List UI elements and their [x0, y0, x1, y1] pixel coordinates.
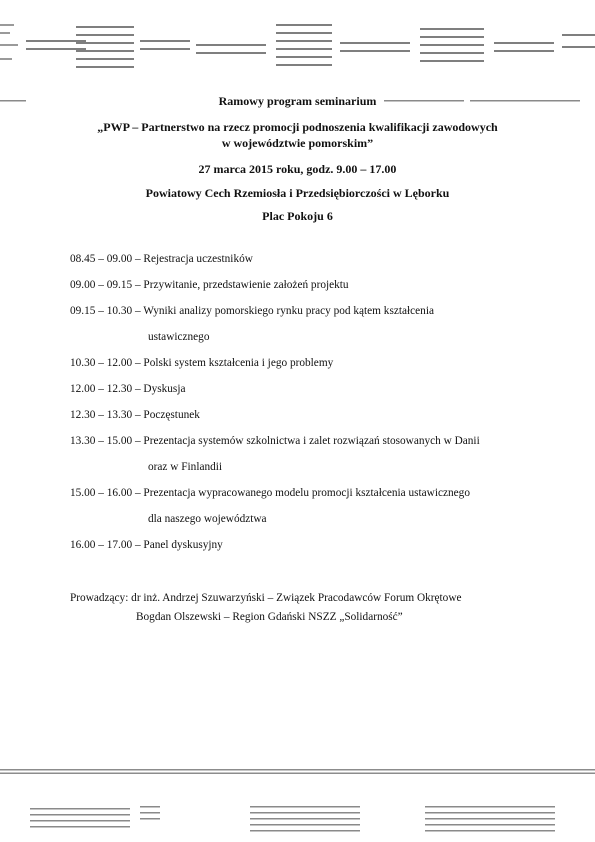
document-title: Ramowy program seminarium — [218, 94, 377, 108]
schedule-item: 12.30 – 13.30 – Poczęstunek — [70, 409, 200, 421]
schedule-item: 09.00 – 09.15 – Przywitanie, przedstawienie założeń projektu — [70, 279, 349, 291]
footer-divider-band — [0, 768, 595, 776]
schedule-item: 09.15 – 10.30 – Wyniki analizy pomorskiego rynku pracy pod kątem kształcenia — [70, 305, 434, 317]
schedule-item-continuation: oraz w Finlandii — [148, 461, 223, 473]
document-subtitle-line2: w województwie pomorskim” — [221, 136, 374, 150]
schedule-item-continuation: ustawicznego — [148, 331, 210, 343]
document-subtitle-line1: „PWP – Partnerstwo na rzecz promocji podnoszenia kwalifikacji zawodowych — [97, 120, 498, 134]
schedule-item: 12.00 – 12.30 – Dyskusja — [70, 383, 186, 395]
schedule-item: 15.00 – 16.00 – Prezentacja wypracowanego modelu promocji kształcenia ustawicznego — [70, 487, 470, 499]
schedule-item: 13.30 – 15.00 – Prezentacja systemów szkolnictwa i zalet rozwiązań stosowanych w Danii — [70, 435, 480, 447]
footer-logo-band — [0, 800, 595, 840]
schedule-item: 10.30 – 12.00 – Polski system kształcenia i jego problemy — [70, 357, 334, 369]
schedule-item: 16.00 – 17.00 – Panel dyskusyjny — [70, 539, 223, 551]
event-address: Plac Pokoju 6 — [262, 209, 333, 223]
presenter-line-2: Bogdan Olszewski – Region Gdański NSZZ „Solidarność” — [136, 611, 403, 623]
event-venue: Powiatowy Cech Rzemiosła i Przedsiębiorczości w Lęborku — [145, 186, 450, 200]
event-date: 27 marca 2015 roku, godz. 9.00 – 17.00 — [198, 162, 397, 176]
schedule-item: 08.45 – 09.00 – Rejestracja uczestników — [70, 253, 253, 265]
presenter-line-1: Prowadzący: dr inż. Andrzej Szuwarzyński – Związek Pracodawców Forum Okrętowe — [70, 592, 462, 604]
header-logo-band — [0, 14, 595, 80]
schedule-item-continuation: dla naszego województwa — [148, 513, 267, 525]
